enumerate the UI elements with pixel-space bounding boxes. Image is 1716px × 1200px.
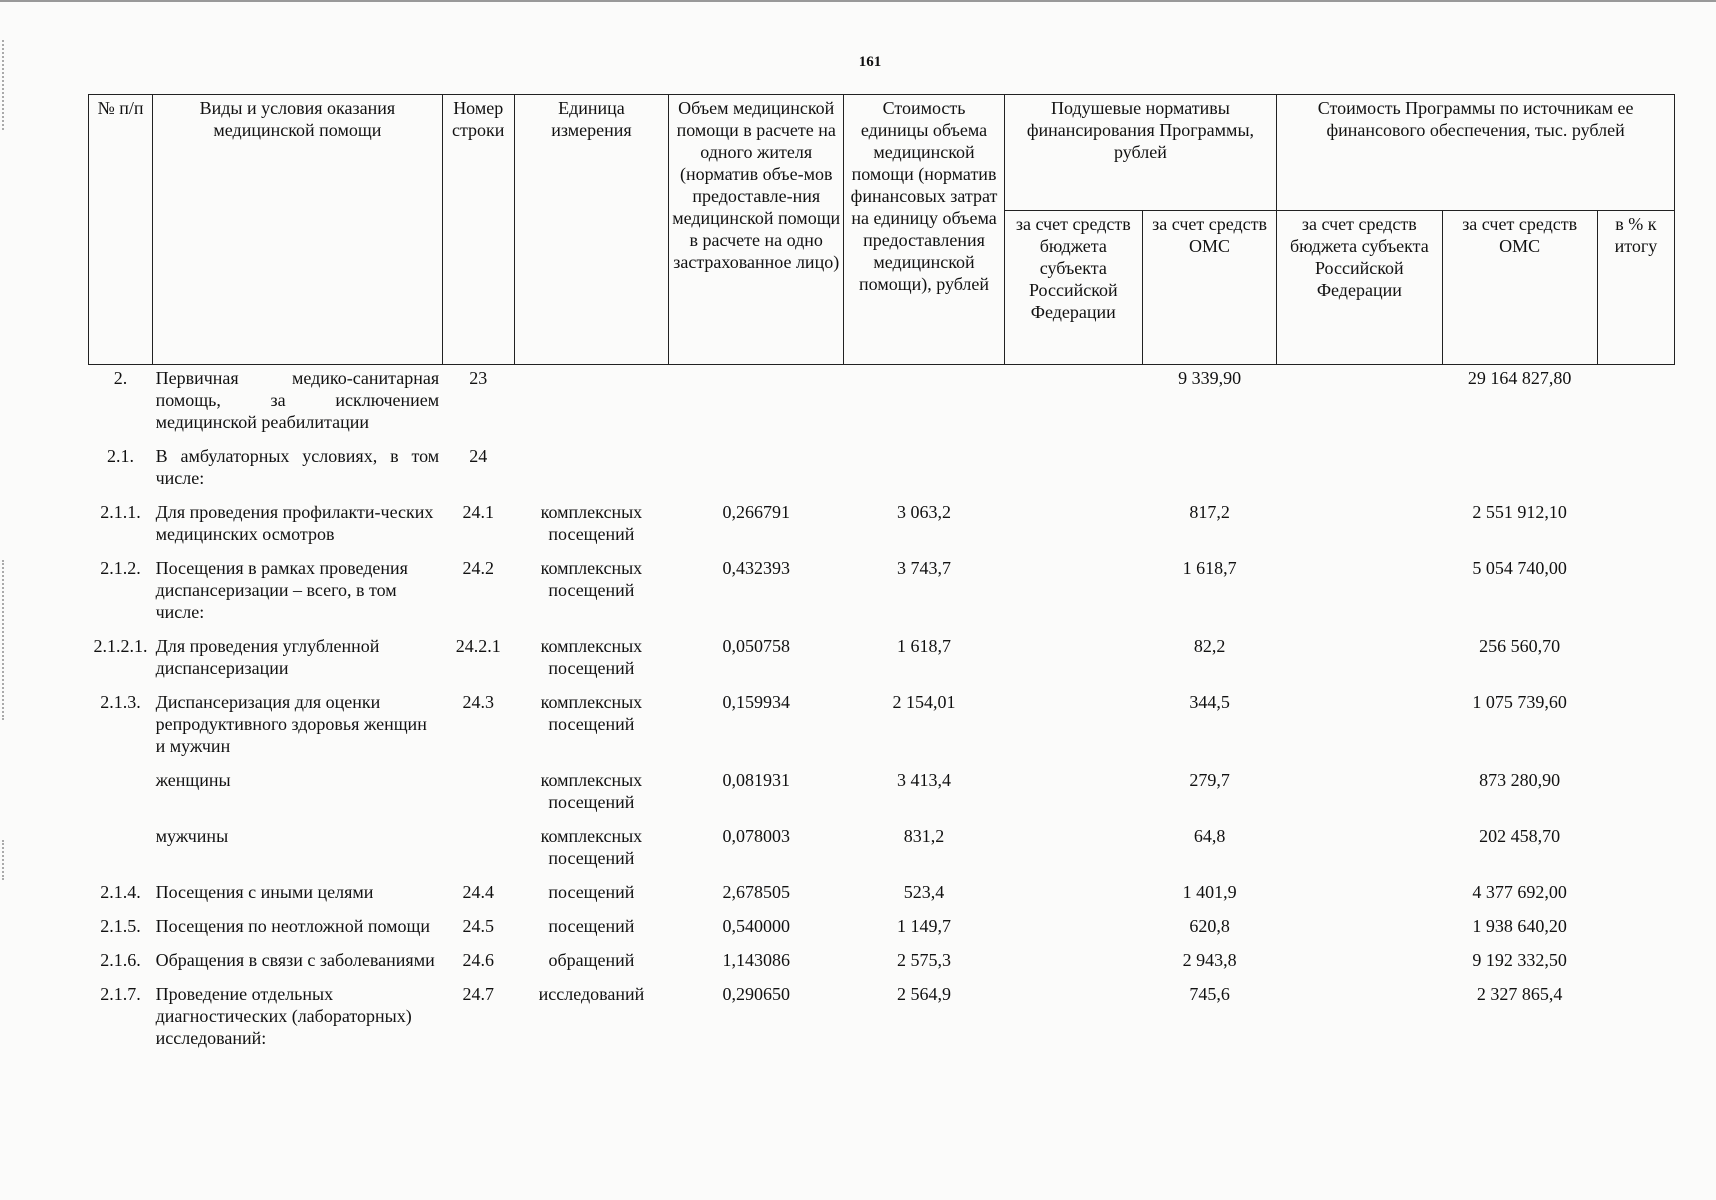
cell-percent xyxy=(1597,913,1674,947)
cell-cost: 2 564,9 xyxy=(897,984,952,1004)
cell-row: 24.2.1 xyxy=(455,636,501,656)
table-row xyxy=(89,879,1675,913)
cell-percent xyxy=(1597,823,1674,879)
table-header xyxy=(89,95,1675,365)
cell-cost xyxy=(844,443,1004,499)
cell-volume: 0,081931 xyxy=(722,770,790,790)
scan-margin-speckle xyxy=(2,560,16,720)
cell-percent xyxy=(1597,981,1674,1059)
cell-pc-budget xyxy=(1004,913,1142,947)
cell-pc-oms xyxy=(1142,443,1276,499)
cell-unit: посещений xyxy=(548,916,635,936)
cell-pc-oms: 1 401,9 xyxy=(1182,882,1237,902)
cell-name: Первичная медико-санитарная помощь, за исключением медицинской реабилитации xyxy=(155,368,440,432)
cell-prog-oms: 1 075 739,60 xyxy=(1472,692,1567,712)
table-row xyxy=(89,555,1675,633)
cell-percent xyxy=(1597,499,1674,555)
cell-cost: 2 154,01 xyxy=(892,692,956,712)
cell-row: 24.6 xyxy=(462,950,494,970)
cell-percent xyxy=(1597,767,1674,823)
cell-cost xyxy=(844,365,1004,444)
cell-prog-budget xyxy=(1277,767,1442,823)
scan-margin-speckle xyxy=(2,40,16,130)
cell-percent xyxy=(1597,555,1674,633)
cell-percent xyxy=(1597,689,1674,767)
cell-number: 2.1. xyxy=(107,446,135,466)
cell-prog-budget xyxy=(1277,443,1442,499)
cell-unit: комплексных посещений xyxy=(540,770,643,812)
cell-prog-budget xyxy=(1277,499,1442,555)
cell-pc-oms: 9 339,90 xyxy=(1178,368,1242,388)
cell-pc-budget xyxy=(1004,879,1142,913)
cell-row: 24.1 xyxy=(462,502,494,522)
header-program-oms: за счет средств ОМС xyxy=(1442,211,1597,365)
cell-prog-oms: 1 938 640,20 xyxy=(1472,916,1567,936)
cell-row: 24.2 xyxy=(462,558,494,578)
cell-unit: комплексных посещений xyxy=(540,826,643,868)
cell-row: 24.3 xyxy=(462,692,494,712)
cell-percent xyxy=(1597,365,1674,444)
cell-prog-budget xyxy=(1277,879,1442,913)
header-per-capita-oms: за счет средств ОМС xyxy=(1142,211,1276,365)
scan-margin-speckle xyxy=(2,840,16,880)
cell-name: Проведение отдельных диагностических (лабораторных) исследований: xyxy=(155,984,412,1048)
cell-prog-oms: 4 377 692,00 xyxy=(1472,882,1567,902)
cell-row: 24.7 xyxy=(462,984,494,1004)
header-unit-cost: Стоимость единицы объема медицинской помощи (норматив финансовых затрат на единицу объема предоставления медицинской помощи), рублей xyxy=(844,95,1004,365)
cell-cost: 1 149,7 xyxy=(897,916,952,936)
cell-unit: обращений xyxy=(548,950,635,970)
cell-percent xyxy=(1597,633,1674,689)
table-body xyxy=(89,365,1675,1060)
cell-pc-budget xyxy=(1004,365,1142,444)
cell-pc-oms: 2 943,8 xyxy=(1182,950,1237,970)
header-percent-of-total: в % к итогу xyxy=(1597,211,1674,365)
cell-pc-oms: 817,2 xyxy=(1189,502,1230,522)
cell-pc-budget xyxy=(1004,689,1142,767)
cell-cost: 831,2 xyxy=(903,826,945,846)
cell-volume: 0,266791 xyxy=(722,502,790,522)
cell-number: 2.1.4. xyxy=(100,882,141,902)
cell-volume: 0,078003 xyxy=(722,826,790,846)
funding-table xyxy=(88,94,1675,1059)
cell-volume: 0,540000 xyxy=(722,916,790,936)
cell-prog-oms: 5 054 740,00 xyxy=(1472,558,1567,578)
cell-number: 2.1.6. xyxy=(100,950,141,970)
cell-cost: 3 743,7 xyxy=(897,558,952,578)
cell-prog-oms: 2 327 865,4 xyxy=(1476,984,1563,1004)
cell-percent xyxy=(1597,947,1674,981)
cell-prog-budget xyxy=(1277,365,1442,444)
cell-name: Посещения по неотложной помощи xyxy=(155,916,430,936)
cell-row xyxy=(442,823,514,879)
header-care-kind: Виды и условия оказания медицинской помощи xyxy=(153,95,443,365)
cell-pc-oms: 745,6 xyxy=(1189,984,1230,1004)
cell-pc-oms: 279,7 xyxy=(1189,770,1230,790)
cell-number: 2.1.1. xyxy=(100,502,141,522)
cell-volume: 2,678505 xyxy=(722,882,790,902)
scan-top-edge xyxy=(0,0,1716,2)
table-row xyxy=(89,947,1675,981)
header-program-budget: за счет средств бюджета субъекта Российской Федерации xyxy=(1277,211,1442,365)
cell-unit: комплексных посещений xyxy=(540,558,643,600)
cell-name: Посещения в рамках проведения диспансеризации – всего, в том числе: xyxy=(155,558,408,622)
cell-volume xyxy=(669,365,844,444)
cell-volume: 1,143086 xyxy=(722,950,790,970)
table-row xyxy=(89,443,1675,499)
cell-volume: 0,432393 xyxy=(722,558,790,578)
cell-name: Диспансеризация для оценки репродуктивного здоровья женщин и мужчин xyxy=(155,692,427,756)
header-per-capita-budget: за счет средств бюджета субъекта Российской Федерации xyxy=(1004,211,1142,365)
table-row xyxy=(89,823,1675,879)
cell-unit xyxy=(514,365,668,444)
cell-unit: исследований xyxy=(538,984,645,1004)
cell-volume: 0,159934 xyxy=(722,692,790,712)
cell-number xyxy=(89,823,153,879)
cell-pc-budget xyxy=(1004,443,1142,499)
cell-cost: 2 575,3 xyxy=(897,950,952,970)
cell-row: 24.4 xyxy=(462,882,494,902)
table-row xyxy=(89,981,1675,1059)
header-volume: Объем медицинской помощи в расчете на одного жителя (норматив объе-мов предоставле-ния медицинской помощи в расчете на одно застрахованное лицо) xyxy=(669,95,844,365)
cell-pc-oms: 344,5 xyxy=(1189,692,1230,712)
cell-number xyxy=(89,767,153,823)
table-row xyxy=(89,913,1675,947)
cell-prog-oms: 202 458,70 xyxy=(1479,826,1561,846)
header-row-number: Номер строки xyxy=(442,95,514,365)
cell-unit: комплексных посещений xyxy=(540,692,643,734)
header-per-capita-group: Подушевые нормативы финансирования Программы, рублей xyxy=(1004,95,1277,211)
cell-name: мужчины xyxy=(155,826,229,846)
cell-percent xyxy=(1597,443,1674,499)
cell-unit: посещений xyxy=(548,882,635,902)
header-unit: Единица измерения xyxy=(514,95,668,365)
cell-pc-oms: 64,8 xyxy=(1193,826,1226,846)
table-row xyxy=(89,689,1675,767)
cell-pc-budget xyxy=(1004,633,1142,689)
cell-number: 2.1.3. xyxy=(100,692,141,712)
cell-cost: 523,4 xyxy=(903,882,945,902)
cell-name: женщины xyxy=(155,770,231,790)
cell-unit: комплексных посещений xyxy=(540,502,643,544)
cell-cost: 1 618,7 xyxy=(897,636,952,656)
cell-row: 24 xyxy=(469,446,488,466)
cell-name: Для проведения профилакти-ческих медицинских осмотров xyxy=(155,502,434,544)
cell-pc-budget xyxy=(1004,823,1142,879)
cell-pc-budget xyxy=(1004,499,1142,555)
table-row xyxy=(89,499,1675,555)
page-number: 161 xyxy=(858,54,882,70)
cell-row: 23 xyxy=(469,368,488,388)
cell-row: 24.5 xyxy=(462,916,494,936)
cell-prog-oms: 9 192 332,50 xyxy=(1472,950,1567,970)
cell-number: 2. xyxy=(113,368,128,388)
cell-prog-budget xyxy=(1277,633,1442,689)
cell-row xyxy=(442,767,514,823)
cell-number: 2.1.2. xyxy=(100,558,141,578)
cell-volume: 0,050758 xyxy=(722,636,790,656)
cell-name: Обращения в связи с заболеваниями xyxy=(155,950,435,970)
cell-number: 2.1.2.1. xyxy=(93,636,148,656)
header-program-cost-group: Стоимость Программы по источникам ее финансового обеспечения, тыс. рублей xyxy=(1277,95,1675,211)
cell-unit: комплексных посещений xyxy=(540,636,643,678)
cell-name: Для проведения углубленной диспансеризации xyxy=(155,636,380,678)
cell-cost: 3 063,2 xyxy=(897,502,952,522)
cell-pc-budget xyxy=(1004,555,1142,633)
cell-prog-budget xyxy=(1277,823,1442,879)
table-row xyxy=(89,767,1675,823)
cell-pc-budget xyxy=(1004,767,1142,823)
cell-pc-budget xyxy=(1004,981,1142,1059)
table-row xyxy=(89,633,1675,689)
cell-prog-budget xyxy=(1277,947,1442,981)
cell-prog-budget xyxy=(1277,689,1442,767)
cell-volume xyxy=(669,443,844,499)
cell-prog-oms: 873 280,90 xyxy=(1479,770,1561,790)
cell-percent xyxy=(1597,879,1674,913)
cell-unit xyxy=(514,443,668,499)
table-row xyxy=(89,365,1675,444)
cell-number: 2.1.7. xyxy=(100,984,141,1004)
cell-pc-oms: 620,8 xyxy=(1189,916,1230,936)
cell-name: Посещения с иными целями xyxy=(155,882,374,902)
header-number: № п/п xyxy=(89,95,153,365)
cell-prog-oms: 29 164 827,80 xyxy=(1467,368,1572,388)
cell-number: 2.1.5. xyxy=(100,916,141,936)
cell-name: В амбулаторных условиях, в том числе: xyxy=(155,446,440,488)
cell-prog-budget xyxy=(1277,913,1442,947)
cell-prog-oms xyxy=(1442,443,1597,499)
cell-prog-oms: 2 551 912,10 xyxy=(1472,502,1567,522)
cell-cost: 3 413,4 xyxy=(897,770,952,790)
cell-prog-budget xyxy=(1277,981,1442,1059)
cell-prog-oms: 256 560,70 xyxy=(1479,636,1561,656)
cell-pc-oms: 82,2 xyxy=(1193,636,1226,656)
cell-pc-budget xyxy=(1004,947,1142,981)
cell-pc-oms: 1 618,7 xyxy=(1182,558,1237,578)
cell-prog-budget xyxy=(1277,555,1442,633)
cell-volume: 0,290650 xyxy=(722,984,790,1004)
